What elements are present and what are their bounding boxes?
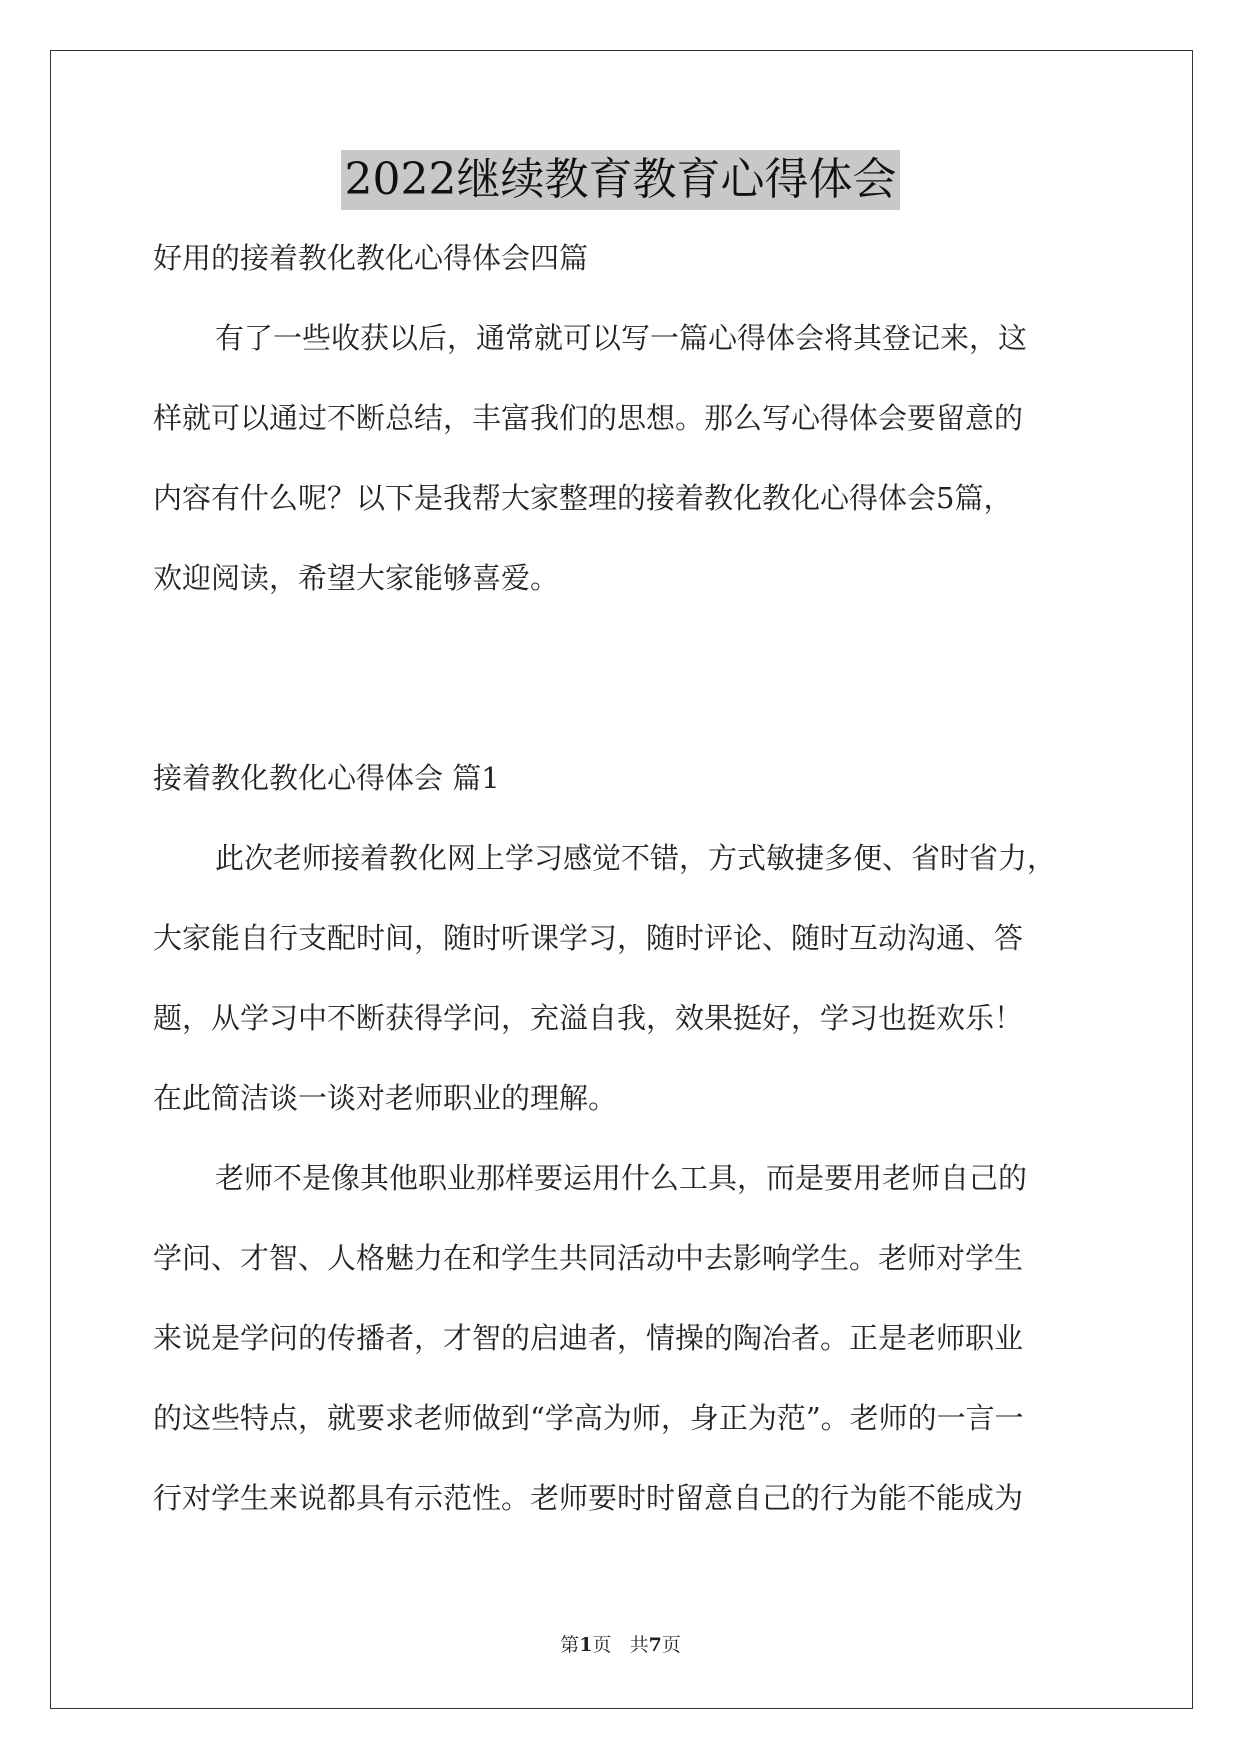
para1-line: 此次老师接着教化网上学习感觉不错，方式敏捷多便、省时省力， — [215, 841, 1057, 875]
para2-line: 行对学生来说都具有示范性。老师要时时留意自己的行为能不能成为 — [153, 1481, 1024, 1515]
intro-line: 样就可以通过不断总结，丰富我们的思想。那么写心得体会要留意的 — [153, 401, 1024, 435]
para2-line: 老师不是像其他职业那样要运用什么工具，而是要用老师自己的 — [215, 1161, 1028, 1195]
intro-line: 欢迎阅读，希望大家能够喜爱。 — [153, 561, 560, 595]
footer-total-prefix: 共 — [629, 1634, 649, 1656]
intro-line: 有了一些收获以后，通常就可以写一篇心得体会将其登记来，这 — [215, 321, 1028, 355]
para1-line: 题，从学习中不断获得学问，充溢自我，效果挺好，学习也挺欢乐！ — [153, 1001, 1024, 1035]
para1-line: 大家能自行支配时间，随时听课学习，随时评论、随时互动沟通、答 — [153, 921, 1024, 955]
footer-page-suffix: 页 — [592, 1634, 612, 1656]
body-paragraph-1 — [153, 818, 1098, 1138]
document-subtitle: 好用的接着教化教化心得体会四篇 — [153, 241, 589, 275]
intro-paragraph — [153, 298, 1098, 618]
footer-total-pages: 7 — [648, 1634, 662, 1656]
page-footer — [0, 1632, 1241, 1658]
document-title: 2022继续教育教育心得体会 — [341, 150, 901, 210]
footer-page-prefix: 第 — [560, 1634, 580, 1656]
body-paragraph-2 — [153, 1138, 1098, 1538]
intro-line: 内容有什么呢？以下是我帮大家整理的接着教化教化心得体会5篇， — [153, 481, 1013, 515]
para1-line: 在此简洁谈一谈对老师职业的理解。 — [153, 1081, 618, 1115]
footer-total-suffix: 页 — [661, 1634, 681, 1656]
section-heading: 接着教化教化心得体会 篇1 — [153, 761, 500, 795]
footer-page-number: 1 — [579, 1634, 593, 1656]
title-container — [0, 150, 1241, 210]
para2-line: 的这些特点，就要求老师做到“学高为师，身正为范”。老师的一言一 — [153, 1401, 1024, 1435]
para2-line: 来说是学问的传播者，才智的启迪者，情操的陶冶者。正是老师职业 — [153, 1321, 1024, 1355]
para2-line: 学问、才智、人格魅力在和学生共同活动中去影响学生。老师对学生 — [153, 1241, 1024, 1275]
